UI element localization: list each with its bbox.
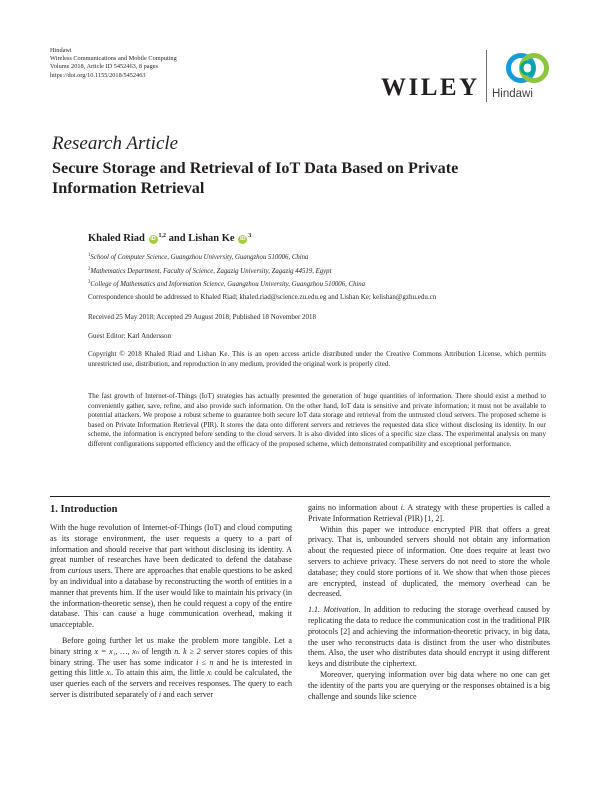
affiliations	[88, 250, 365, 291]
journal-name: Wireless Communications and Mobile Computing	[50, 55, 177, 63]
affiliation-marker: 3	[248, 233, 252, 239]
author-name[interactable]: Khaled Riad	[88, 233, 145, 244]
publisher-name: Hindawi	[50, 47, 72, 54]
guest-editor: Guest Editor: Karl Andersson	[88, 332, 172, 340]
section-divider	[50, 496, 550, 497]
author-line	[88, 230, 251, 245]
paragraph: Within this paper we introduce encrypted PIR that offers a great privacy. That is, unbounded servers should not obtain any information about the requested piece of information. One does require at least two servers to achieve privacy. These servers do not need to store the whole database; they could store portions of it. We show that when those pieces are encrypted, instead of duplicated, the memory overhead can be decreased.	[308, 524, 550, 599]
hindawi-wordmark: Hindawi	[492, 88, 533, 100]
author-name[interactable]: Lishan Ke	[188, 233, 235, 244]
article-type: Research Article	[52, 133, 179, 154]
affiliation-marker: 1,2	[158, 233, 167, 239]
logo-divider	[486, 50, 487, 102]
wiley-logo: WILEY	[381, 74, 480, 101]
affiliation-item: $^1$School of Computer Science, Guangzhou University, Guangzhou 510006, China	[88, 253, 309, 261]
subsection-heading: 1.1. Motivation.	[308, 605, 361, 615]
paragraph: Before going further let us make the problem more tangible. Let a binary string x = x₁, …, xₙ of length n. k ≥ 2 server stores copies of this binary string. The user has some indicator i ≤ n and he is interested in getting this little xᵢ. To attain this aim, the little xᵢ could be calculated, the user queries each of the servers and receives responses. The query to each server is distributed separately of i and each server	[50, 635, 293, 699]
paragraph: With the huge revolution of Internet-of-Things (IoT) and cloud computing as its storage environment, the user requests a query to a part of information and should receive that part without disclosing its identity. A great number of researches have been dedicated to defend the database from curious users. There are approaches that enable questions to be asked by an individual into a database by reconstructing the worth of entities in a manner that prevents him. If the user would like to maintain his privacy (in the information-theoretic sense), then he could request a copy of the entire database. This can cause a huge communication overhead, making it unacceptable.	[50, 523, 293, 630]
orcid-icon[interactable]: iD	[150, 236, 156, 242]
doi-link[interactable]: https://doi.org/10.1155/2018/5452463	[50, 71, 146, 79]
affiliation-item: $^2$Mathematics Department, Faculty of Science, Zagazig University, Zagazig 44519, Egypt	[88, 266, 332, 275]
right-column	[308, 503, 550, 702]
paragraph: gains no information about i. A strategy with these properties is called a Private Information Retrieval (PIR) [1, 2].	[308, 503, 550, 523]
section-heading: 1. Introduction	[50, 504, 118, 515]
hindawi-logo-icon	[500, 46, 560, 90]
abstract: The fast growth of Internet-of-Things (IoT) strategies has actually presented the generation of huge quantities of information. There should exist a method to conveniently gather, save, refine, and also provide such information. On the other hand, IoT data is sensitive and private information; it must not be available to potential attackers. We propose a robust scheme to guarantee both secure IoT data storage and retrieval from the untrusted cloud servers. The proposed scheme is based on Private Information Retrieval (PIR). It stores the data onto different servers and retrieves the requested data slice without disclosing its identity. In our scheme, the information is encrypted before sending to the cloud servers. It is also divided into slices of a specific size class. The experimental analysis on many different configurations supported efficiency and the efficacy of the proposed scheme, which demonstrated compatibility and exceptional performance.	[88, 392, 546, 448]
volume-line: Volume 2018, Article ID 5452463, 8 pages	[50, 63, 158, 71]
left-column	[50, 523, 292, 701]
copyright-notice: Copyright © 2018 Khaled Riad and Lishan Ke. This is an open access article distributed under the Creative Commons Attribution License, which permits unrestricted use, distribution, and reproduction in any medium, provided the original work is properly cited.	[88, 350, 546, 368]
correspondence: Correspondence should be addressed to Khaled Riad; khaled.riad@science.zu.edu.eg and Lishan Ke; kelishan@gzhu.edu.cn	[88, 293, 437, 301]
paper-title: Secure Storage and Retrieval of IoT Data Based on Private Information Retrieval	[52, 159, 459, 197]
paragraph: Moreover, querying information over big data where no one can get the identity of the parts you are querying or the responses obtained is a big challenge and sounds like science	[308, 669, 550, 701]
journal-header	[50, 47, 177, 80]
orcid-icon[interactable]: iD	[239, 236, 246, 242]
affiliation-item: $^3$College of Mathematics and Information Science, Guangzhou University, Guangzhou 510006, China	[88, 280, 366, 288]
paragraph: 1.1. Motivation. In addition to reducing the storage overhead caused by replicating the data to reduce the communication cost in the traditional PIR protocols [2] and achieving the information-theoretic privacy, in big data, the user who reconstructs data is distinct from the user who distributes them. Also, the user who distributes data should encrypt it using different keys and distribute the ciphertext.	[308, 605, 551, 669]
author-conjunction: and	[168, 233, 186, 244]
publication-dates: Received 25 May 2018; Accepted 29 August 2018; Published 18 November 2018	[88, 313, 317, 321]
